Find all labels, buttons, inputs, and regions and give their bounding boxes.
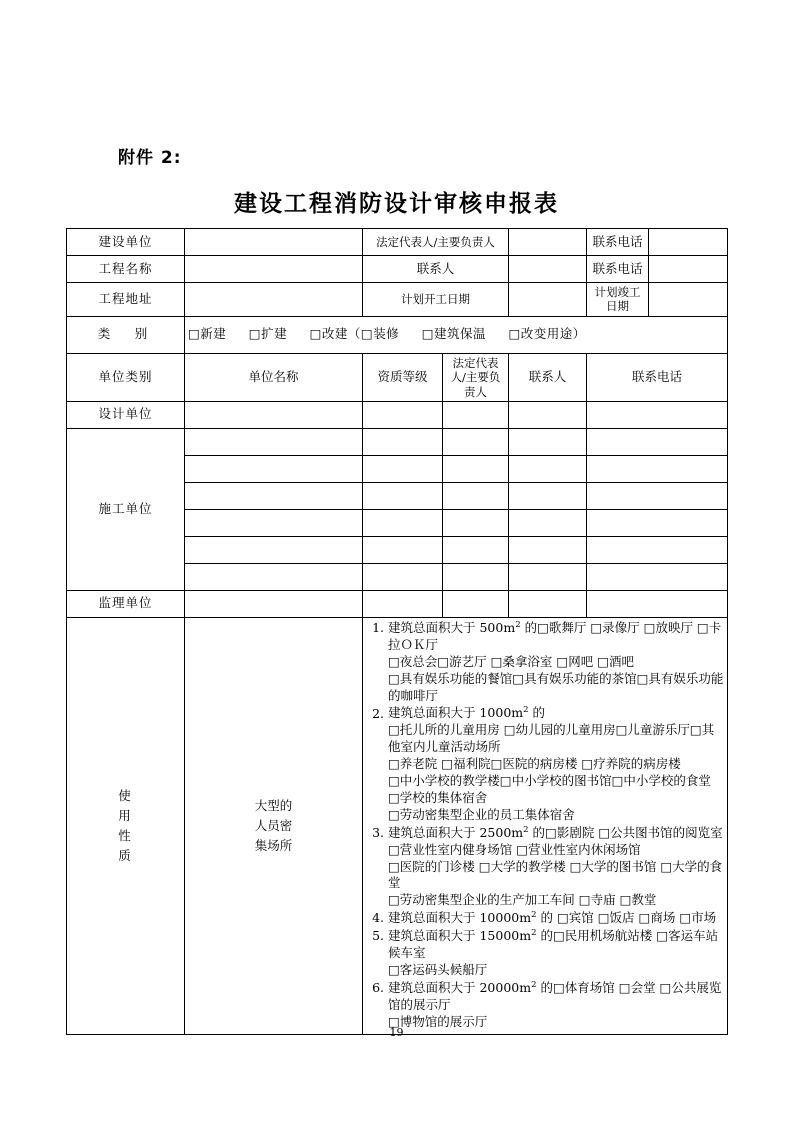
construction-unit-legal-rep[interactable] [443,482,509,509]
usage-5-line-2[interactable]: □客运码头候船厅 [388,962,488,978]
col-header-unit-name: 单位名称 [185,353,363,401]
col-header-unit-type: 单位类别 [67,353,185,401]
usage-3-line-3[interactable]: □医院的门诊楼 □大学的教学楼 □大学的图书馆 □大学的食堂 [388,858,723,891]
construction-unit-name[interactable] [185,536,363,563]
checkbox-insulation[interactable]: □建筑保温 [421,326,487,342]
table-row [67,229,728,256]
usage-2-line-2[interactable]: □托儿所的儿童用房 □幼儿园的儿童用房□儿童游乐厅□其他室内儿童活动场所 [388,722,715,755]
table-header-units [67,353,728,401]
table-row-construction-unit [67,428,728,455]
construction-unit-qualification[interactable] [363,509,443,536]
construction-unit-phone[interactable] [587,455,728,482]
usage-1-line-3[interactable]: □具有娱乐功能的餐馆□具有娱乐功能的茶馆□具有娱乐功能的咖啡厅 [388,670,724,703]
checkbox-rebuild[interactable]: □改建（□装修 [309,326,400,342]
construction-unit-legal-rep[interactable] [443,455,509,482]
construction-unit-name[interactable] [185,509,363,536]
construction-unit-phone[interactable] [587,536,728,563]
supervision-unit-qualification[interactable] [363,590,443,617]
construction-unit-legal-rep[interactable] [443,509,509,536]
field-label-project-name: 工程名称 [67,256,185,283]
field-label-build-unit: 建设单位 [67,229,185,256]
construction-unit-contact[interactable] [509,509,587,536]
checkbox-change-use[interactable]: □改变用途） [508,326,586,342]
usage-3-line-1[interactable]: 3. 建筑总面积大于 $2500m^2$ 的□影剧院 □公共图书馆的阅览室 [388,824,723,840]
field-value-phone-2[interactable] [649,256,728,283]
application-form-table [66,228,728,1035]
field-label-crowded-place: 大型的 人员密 集场所 [185,617,363,1034]
field-value-project-name[interactable] [185,256,363,283]
usage-1-line-1[interactable]: 1. 建筑总面积大于 $500m^2$ 的□歌舞厅 □录像厅 □放映厅 □卡拉ＯＫ厅 [388,619,722,652]
list-item [388,928,724,979]
construction-unit-qualification[interactable] [363,482,443,509]
construction-unit-name[interactable] [185,482,363,509]
construction-unit-legal-rep[interactable] [443,563,509,590]
usage-1-line-2[interactable]: □夜总会□游艺厅 □桑拿浴室 □网吧 □酒吧 [388,653,634,669]
field-label-end-date: 计划竣工日期 [587,283,649,317]
usage-3-line-2[interactable]: □营业性室内健身场馆 □营业性室内休闲场馆 [388,841,641,857]
construction-unit-phone[interactable] [587,428,728,455]
col-header-phone: 联系电话 [587,353,728,401]
checkbox-expansion[interactable]: □扩建 [248,326,288,342]
construction-unit-contact[interactable] [509,455,587,482]
construction-unit-name[interactable] [185,563,363,590]
supervision-unit-contact[interactable] [509,590,587,617]
usage-3-line-4[interactable]: □劳动密集型企业的生产加工车间 □寺庙 □教堂 [388,892,657,908]
field-label-usage-nature: 使 用 性 质 [67,617,185,1034]
construction-unit-name[interactable] [185,455,363,482]
usage-4-line-1[interactable]: 4. 建筑总面积大于 $10000m^2$ 的 □宾馆 □饭店 □商场 □市场 [388,910,717,926]
field-label-phone-1: 联系电话 [587,229,649,256]
usage-2-line-4[interactable]: □中小学校的教学楼□中小学校的图书馆□中小学校的食堂 □学校的集体宿舍 [388,773,711,805]
design-unit-qualification[interactable] [363,401,443,428]
supervision-unit-phone[interactable] [587,590,728,617]
usage-2-line-5[interactable]: □劳动密集型企业的员工集体宿舍 [388,806,575,822]
field-value-project-address[interactable] [185,283,363,317]
construction-unit-contact[interactable] [509,563,587,590]
table-row [67,256,728,283]
design-unit-legal-rep[interactable] [443,401,509,428]
construction-unit-contact[interactable] [509,428,587,455]
construction-unit-qualification[interactable] [363,536,443,563]
construction-unit-phone[interactable] [587,563,728,590]
construction-unit-phone[interactable] [587,482,728,509]
table-row-supervision-unit [67,590,728,617]
construction-unit-legal-rep[interactable] [443,536,509,563]
field-label-legal-rep: 法定代表人/主要负责人 [363,229,509,256]
supervision-unit-legal-rep[interactable] [443,590,509,617]
construction-unit-contact[interactable] [509,482,587,509]
usage-2-line-1[interactable]: 2. 建筑总面积大于 $1000m^2$ 的 [388,705,546,721]
construction-unit-legal-rep[interactable] [443,428,509,455]
field-value-legal-rep[interactable] [509,229,587,256]
checkbox-new-build[interactable]: □新建 [188,326,227,342]
construction-unit-name[interactable] [185,428,363,455]
field-value-phone-1[interactable] [649,229,728,256]
list-item [388,705,724,823]
field-label-design-unit: 设计单位 [67,401,185,428]
field-label-category: 类 别 [67,316,185,353]
field-label-project-address: 工程地址 [67,283,185,317]
usage-6-line-1[interactable]: 6. 建筑总面积大于 $20000m^2$ 的□体育场馆 □会堂 □公共展览馆的展示厅 [388,980,722,1013]
construction-unit-qualification[interactable] [363,428,443,455]
field-value-start-date[interactable] [509,283,587,317]
table-row-design-unit [67,401,728,428]
col-header-contact: 联系人 [509,353,587,401]
field-label-supervision-unit: 监理单位 [67,590,185,617]
list-item [388,825,724,910]
design-unit-contact[interactable] [509,401,587,428]
construction-unit-qualification[interactable] [363,455,443,482]
usage-5-line-1[interactable]: 5. 建筑总面积大于 $15000m^2$ 的□民用机场航站楼 □客运车站候车室 [388,928,719,961]
construction-unit-contact[interactable] [509,536,587,563]
field-value-build-unit[interactable] [185,229,363,256]
construction-unit-qualification[interactable] [363,563,443,590]
page-number: 19 [389,1026,404,1039]
list-item [388,980,724,1031]
design-unit-name[interactable] [185,401,363,428]
field-label-contact: 联系人 [363,256,509,283]
field-label-start-date: 计划开工日期 [363,283,509,317]
field-label-construction-unit: 施工单位 [67,428,185,590]
col-header-legal-rep: 法定代表人/主要负责人 [443,353,509,401]
attachment-label: 附件 2: [118,148,182,168]
table-row-usage [67,617,728,1034]
supervision-unit-name[interactable] [185,590,363,617]
usage-items-list [363,617,728,1034]
usage-2-line-3[interactable]: □养老院 □福利院□医院的病房楼 □疗养院的病房楼 [388,756,681,772]
category-options [185,316,728,353]
list-item [388,910,724,927]
field-label-phone-2: 联系电话 [587,256,649,283]
table-row [67,283,728,317]
page-title: 建设工程消防设计审核申报表 [234,190,559,217]
design-unit-phone[interactable] [587,401,728,428]
field-value-contact[interactable] [509,256,587,283]
field-value-end-date[interactable] [649,283,728,317]
list-item [388,620,724,705]
usage-6-line-2[interactable]: □博物馆的展示厅 [388,1013,488,1029]
col-header-qualification: 资质等级 [363,353,443,401]
table-row-category [67,316,728,353]
usage-ordered-list [366,620,724,1031]
construction-unit-phone[interactable] [587,509,728,536]
